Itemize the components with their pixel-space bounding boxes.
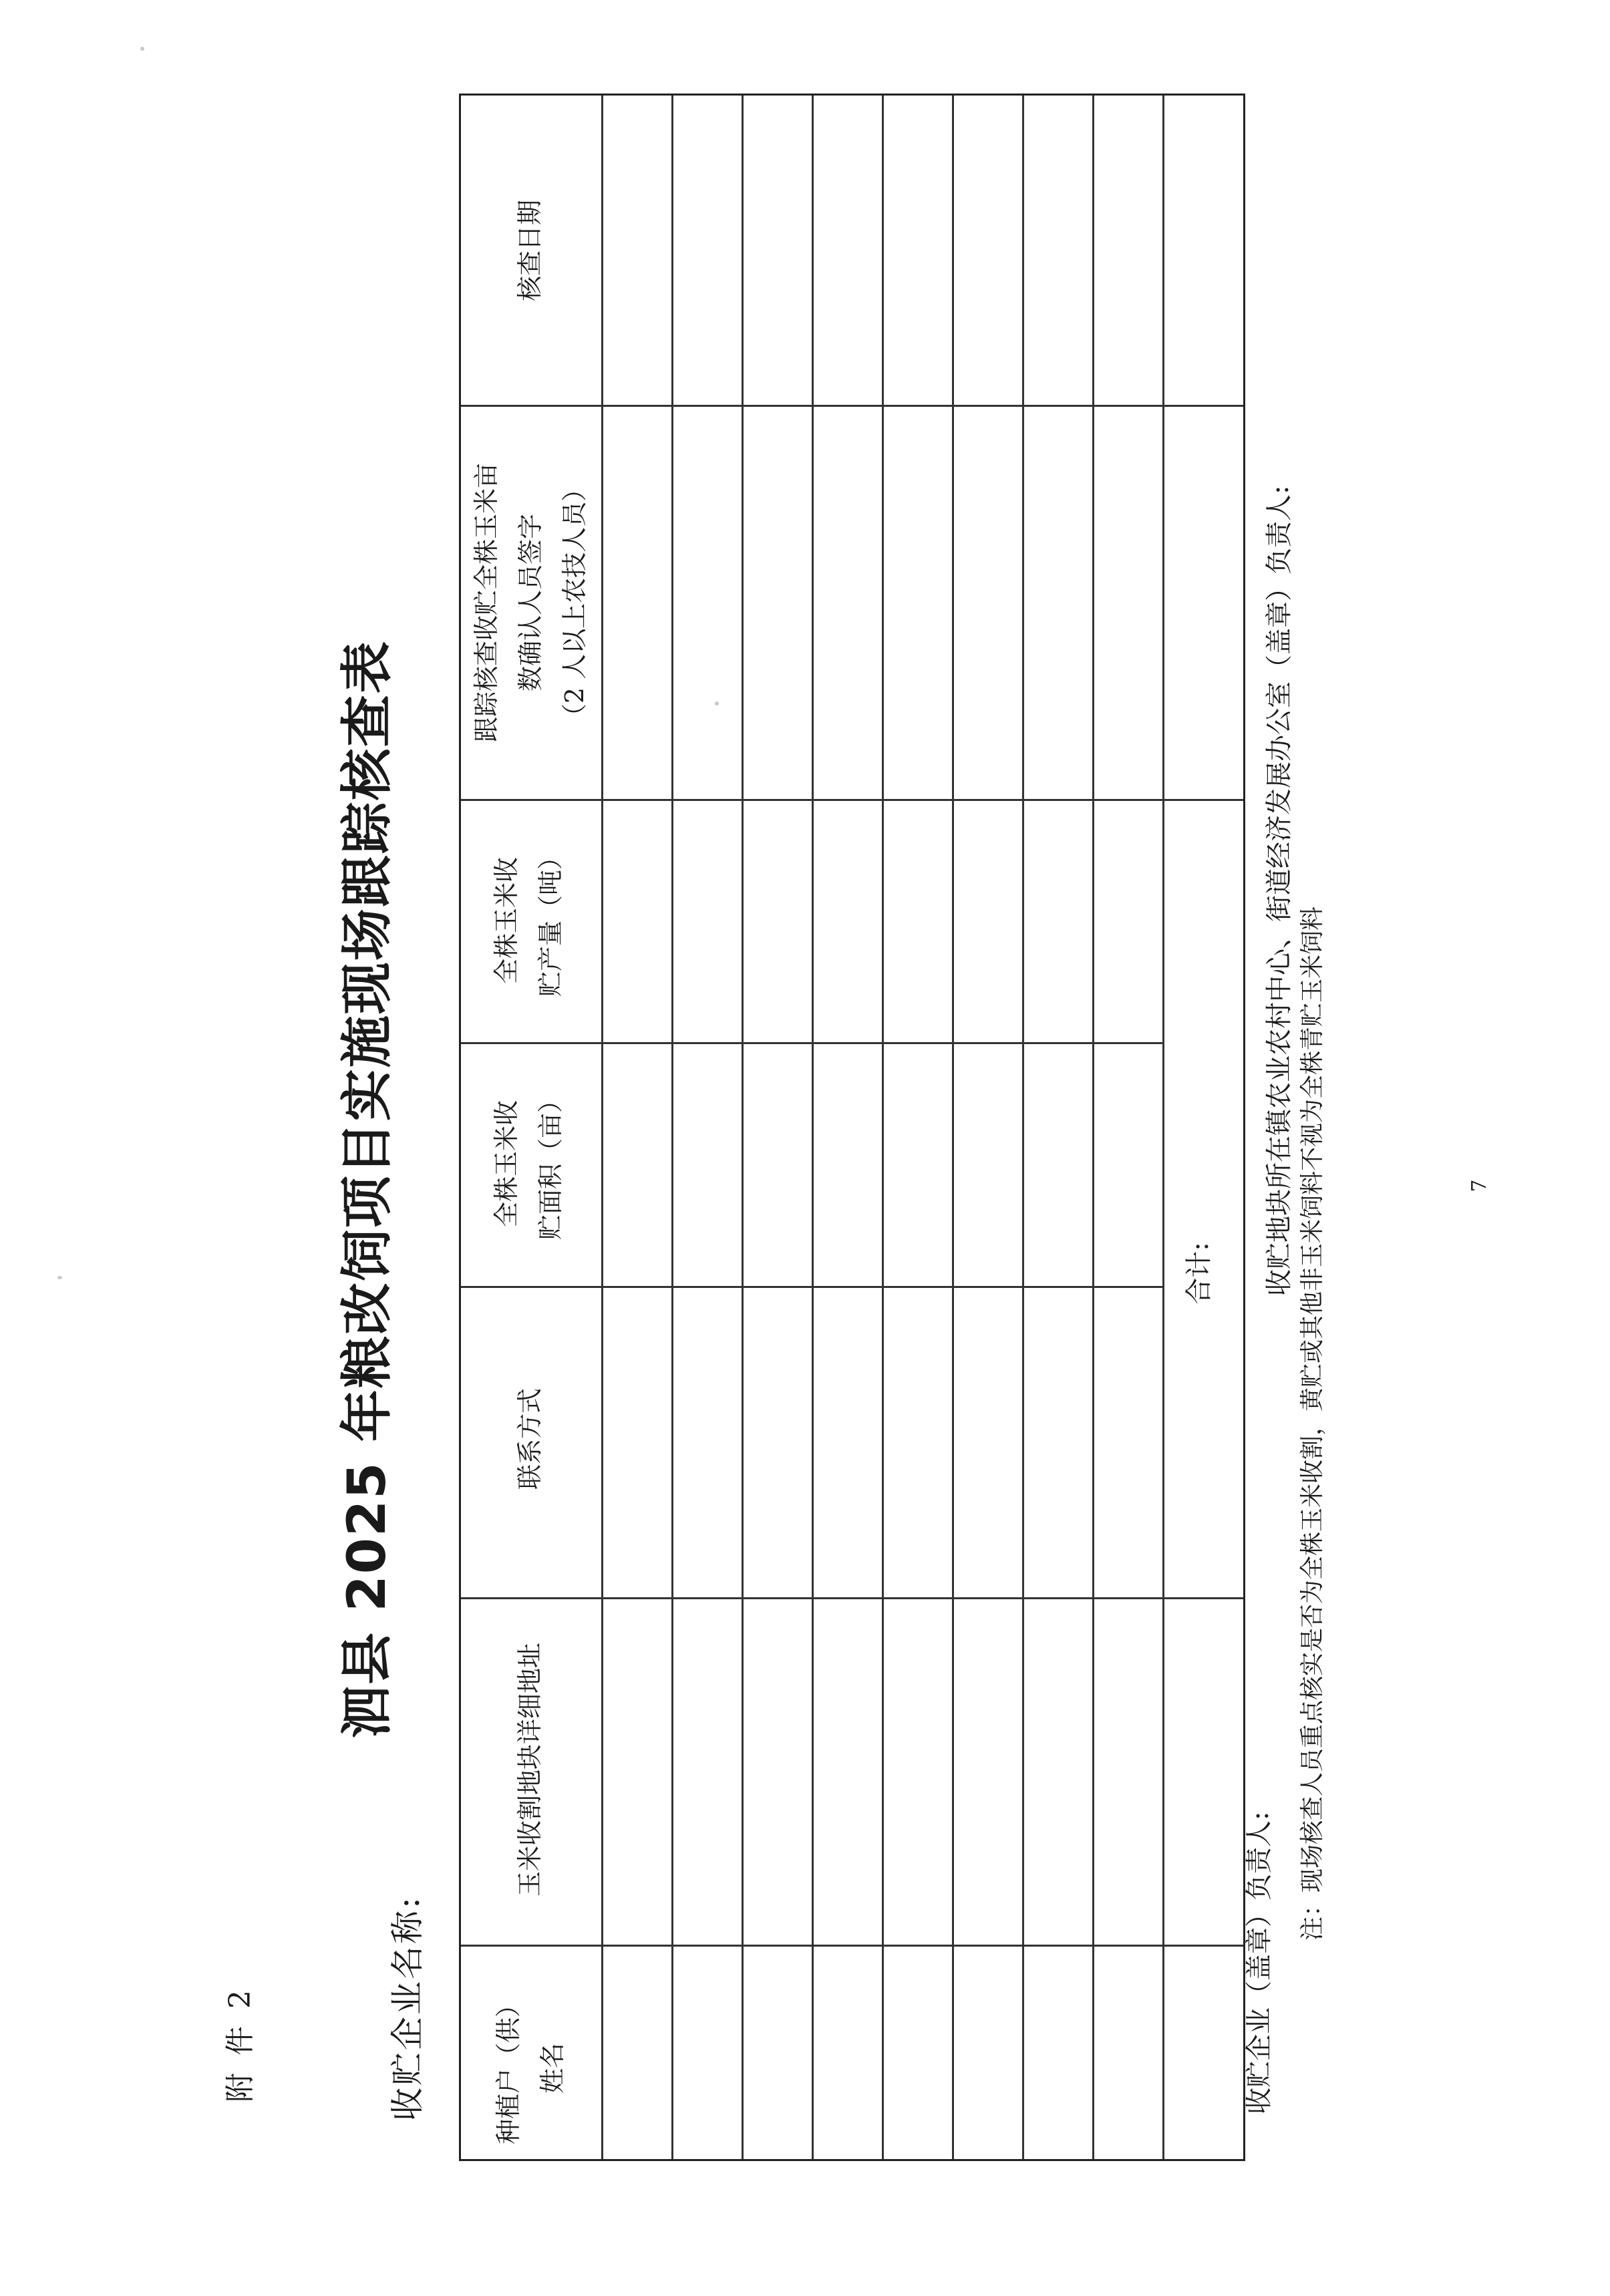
company-name-label: 收贮企业名称: xyxy=(388,1895,427,2121)
company-signature-line: 收贮企业（盖章）负责人: xyxy=(1244,1811,1275,2114)
header-line: 种植户（供） xyxy=(494,1992,523,2145)
header-contact xyxy=(508,1355,554,1522)
inspection-table xyxy=(459,94,1245,2161)
header-inspection-date xyxy=(508,167,554,334)
total-label: 合计: xyxy=(1184,1242,1215,1305)
table-gridline xyxy=(461,405,1243,407)
header-line: 核查日期 xyxy=(515,200,544,302)
header-line: 联系方式 xyxy=(515,1388,544,1490)
header-line: 贮面积（亩） xyxy=(536,1088,565,1241)
page-title: 泗县 2025 年粮改饲项目实施现场跟踪核查表 xyxy=(337,640,397,1738)
table-gridline xyxy=(461,1286,1162,1288)
page-number: 7 xyxy=(1468,1179,1491,1192)
header-harvest-yield xyxy=(484,814,578,1027)
header-line: 贮产量（吨） xyxy=(536,844,565,997)
attachment-label: 附 件 2 xyxy=(223,1986,257,2102)
scan-speck xyxy=(140,47,144,51)
header-grower-name xyxy=(486,1961,580,2175)
header-line: 全株玉米收 xyxy=(492,857,521,985)
footnote: 注：现场核查人员重点核实是否为全株玉米收割，黄贮或其他非玉米饲料不视为全株青贮玉米饲料 xyxy=(1299,906,1326,1941)
table-gridline xyxy=(461,799,1243,801)
table-gridline xyxy=(461,1597,1243,1599)
header-line: 数确认人员签字 xyxy=(516,514,545,692)
header-line: 姓名 xyxy=(538,2043,567,2094)
header-line: （2 人以上农技人员） xyxy=(560,476,589,729)
scan-speck xyxy=(57,1276,62,1279)
table-gridline xyxy=(461,1945,1243,1947)
header-line: 全株玉米收 xyxy=(492,1100,521,1228)
township-signature-line: 收贮地块所在镇农业农村中心、街道经济发展办公室（盖章）负责人: xyxy=(1264,485,1295,1296)
header-inspector-signature xyxy=(464,432,598,773)
header-line: 玉米收割地块详细地址 xyxy=(515,1643,544,1897)
table-gridline xyxy=(461,1042,1162,1044)
header-line: 跟踪核查收贮全株玉米亩 xyxy=(472,463,501,743)
header-harvest-area xyxy=(484,1057,578,1271)
header-plot-address xyxy=(508,1596,554,1943)
